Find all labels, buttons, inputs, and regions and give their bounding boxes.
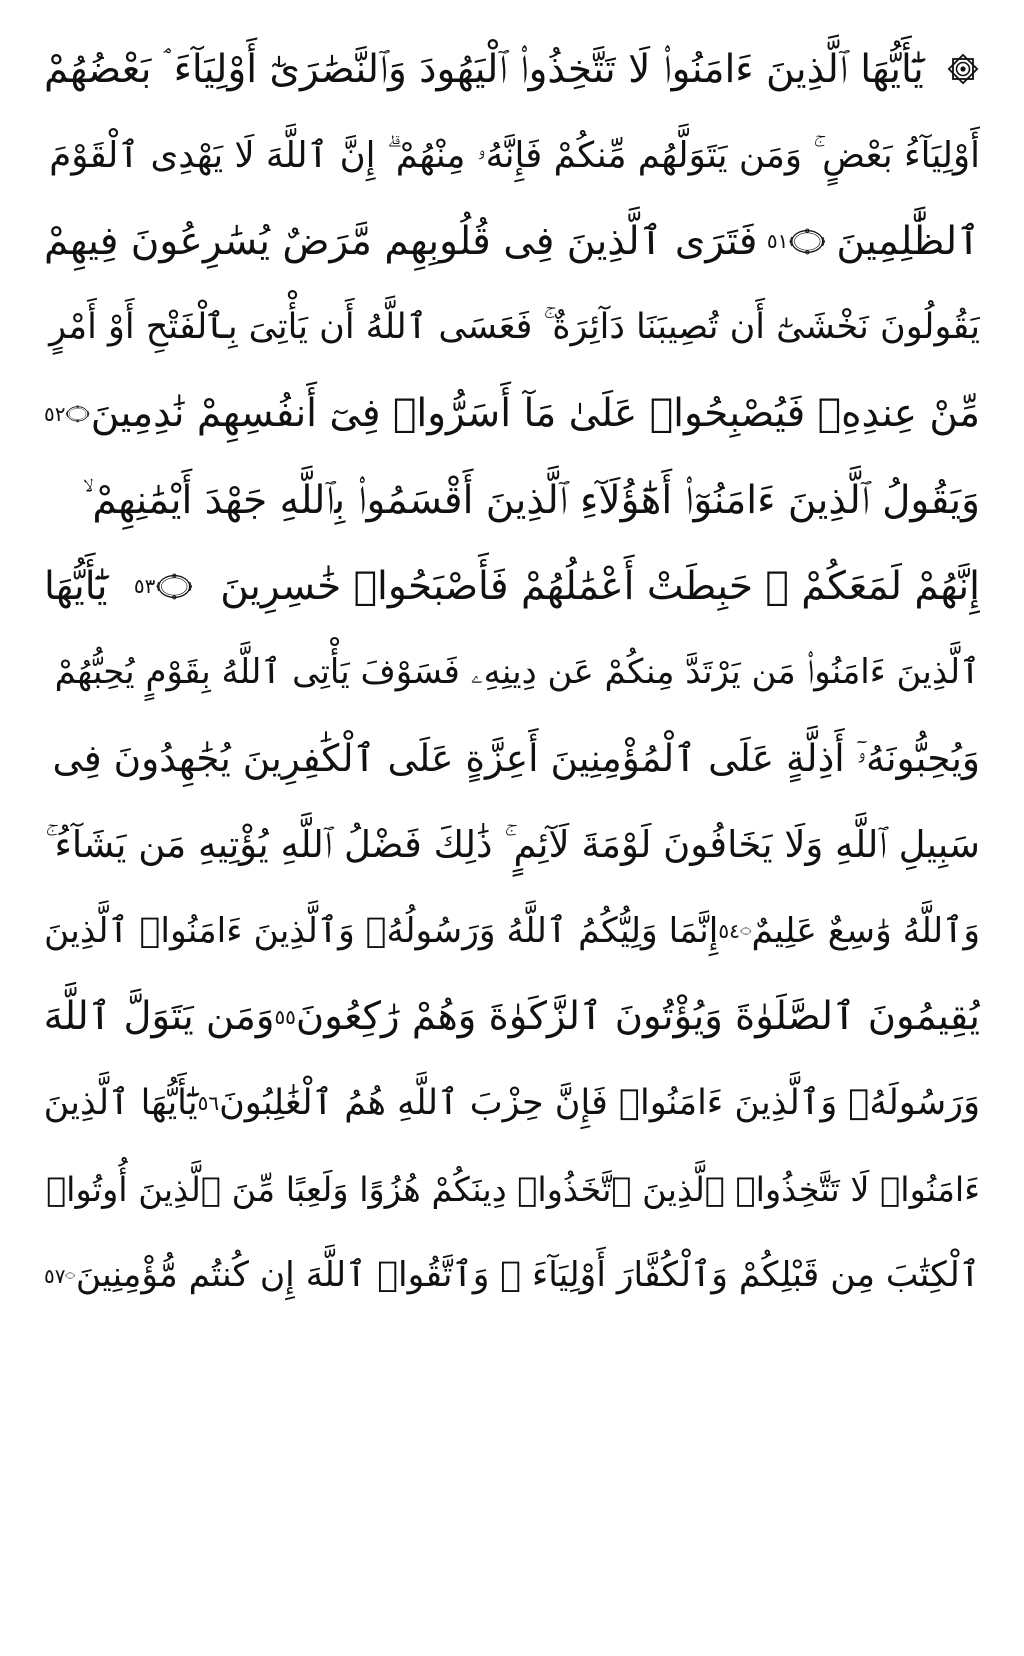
verse-text: مِّنْ عِندِهِۦ فَيُصْبِحُوا۟ عَلَىٰ مَآ أَسَرُّوا۟ فِىٓ أَنفُسِهِمْ نَٰدِمِينَ [90,391,980,437]
verse-text: يَٰٓأَيُّهَا ٱلَّذِينَ ءَامَنُوا۟ لَا تَتَّخِذُوا۟ ٱلْيَهُودَ وَٱلنَّصَٰرَىٰٓ أَوْلِيَآءَ ۘ بَعْضُهُمْ [44,46,924,92]
verse-text: وَيَقُولُ ٱلَّذِينَ ءَامَنُوٓا۟ أَهَٰٓؤُلَآءِ ٱلَّذِينَ أَقْسَمُوا۟ بِٱللَّهِ جَهْدَ أَيْمَٰنِهِمْ ۙ [82,477,980,523]
rub-el-hizb-icon [946,52,980,86]
verse-text: وَٱللَّهُ وَٰسِعٌ عَلِيمٌ [751,910,980,951]
verse-text: سَبِيلِ ٱللَّهِ وَلَا يَخَافُونَ لَوْمَةَ لَآئِمٍ ۚ ذَٰلِكَ فَضْلُ ٱللَّهِ يُؤْتِيهِ مَن يَشَآءُ ۚ [45,823,980,867]
verse-line [44,1233,980,1319]
verse-text: وَرَسُولَهُۥ وَٱلَّذِينَ ءَامَنُوا۟ فَإِنَّ حِزْبَ ٱللَّهِ هُمُ ٱلْغَٰلِبُونَ [219,1082,980,1123]
verse-text: إِنَّهُمْ لَمَعَكُمْ ۚ حَبِطَتْ أَعْمَٰلُهُمْ فَأَصْبَحُوا۟ خَٰسِرِينَ [220,563,980,609]
ayah-number: ٥٤ [718,918,740,943]
verse-text: ٱلظَّٰلِمِينَ [836,218,980,264]
ayah-frame-icon [65,1272,75,1279]
ayah-number: ٥٢ [44,401,66,426]
verse-line [44,974,980,1060]
ayah-frame-icon [155,573,194,600]
ayah-number: ٥١ [766,229,789,254]
verse-text: إِنَّمَا وَلِيُّكُمُ ٱللَّهُ وَرَسُولُهُۥ وَٱلَّذِينَ ءَامَنُوا۟ ٱلَّذِينَ [44,910,719,951]
verse-text: فَتَرَى ٱلَّذِينَ فِى قُلُوبِهِم مَّرَضٌ يُسَٰرِعُونَ فِيهِمْ [44,218,758,264]
ayah-number-marker [134,565,194,607]
ayah-number-marker [767,220,827,262]
verse-line [44,802,980,888]
ayah-frame-icon [740,927,752,935]
verse-text: يُقِيمُونَ ٱلصَّلَوٰةَ وَيُؤْتُونَ ٱلزَّكَوٰةَ وَهُمْ رَٰكِعُونَ [295,993,980,1039]
verse-text: وَيُحِبُّونَهُۥٓ أَذِلَّةٍ عَلَى ٱلْمُؤْمِنِينَ أَعِزَّةٍ عَلَى ٱلْكَٰفِرِينَ يُجَٰهِدُونَ فِى [52,735,980,780]
verse-line [44,371,980,457]
verse-text: يَٰٓأَيُّهَا ٱلَّذِينَ [44,1082,198,1123]
verse-text: وَمَن يَتَوَلَّ ٱللَّهَ [44,993,275,1039]
ayah-number: ٥٣ [133,574,156,599]
verse-line [44,543,980,629]
verse-line [44,1146,980,1232]
ayah-frame-icon [788,228,827,255]
verse-line [44,629,980,715]
verse-line [44,716,980,802]
verse-text: يَقُولُونَ نَخْشَىٰٓ أَن تُصِيبَنَا دَآئِرَةٌ ۚ فَعَسَى ٱللَّهُ أَن يَأْتِىَ بِٱلْفَتْحِ أَوْ أَمْرٍ [49,307,980,348]
verse-line [44,112,980,198]
verse-line [44,1060,980,1146]
ayah-number-marker [44,1255,76,1297]
ayah-number-marker [274,996,295,1038]
ayah-number-marker [718,910,751,952]
verse-text: يَٰٓأَيُّهَا [44,563,108,609]
verse-text: ٱلْكِتَٰبَ مِن قَبْلِكُمْ وَٱلْكُفَّارَ أَوْلِيَآءَ ۚ وَٱتَّقُوا۟ ٱللَّهَ إِن كُنتُم مُّؤْمِنِينَ [75,1255,980,1296]
ayah-number: ٥٥ [274,1005,296,1030]
ayah-number-marker [198,1082,219,1124]
ayah-number: ٥٧ [44,1263,66,1288]
verse-text: أَوْلِيَآءُ بَعْضٍ ۚ وَمَن يَتَوَلَّهُم مِّنكُمْ فَإِنَّهُۥ مِنْهُمْ ۗ إِنَّ ٱللَّهَ لَا يَهْدِى ٱلْقَوْمَ [49,134,980,176]
verse-line [44,457,980,543]
verse-line [44,285,980,371]
ayah-number: ٥٦ [197,1091,220,1116]
verse-text: ٱلَّذِينَ ءَامَنُوا۟ مَن يَرْتَدَّ مِنكُمْ عَن دِينِهِۦ فَسَوْفَ يَأْتِى ٱللَّهُ بِقَوْمٍ يُحِبُّهُمْ [54,652,980,693]
verse-line [44,26,980,112]
ayah-number-marker [44,393,91,435]
ayah-frame-icon [65,405,90,423]
verse-text: ءَامَنُوا۟ لَا تَتَّخِذُوا۟ ٱلَّذِينَ ٱتَّخَذُوا۟ دِينَكُمْ هُزُوًا وَلَعِبًا مِّنَ ٱلَّذِينَ أُوتُوا۟ [46,1169,980,1209]
verse-line [44,888,980,974]
verse-line [44,198,980,284]
